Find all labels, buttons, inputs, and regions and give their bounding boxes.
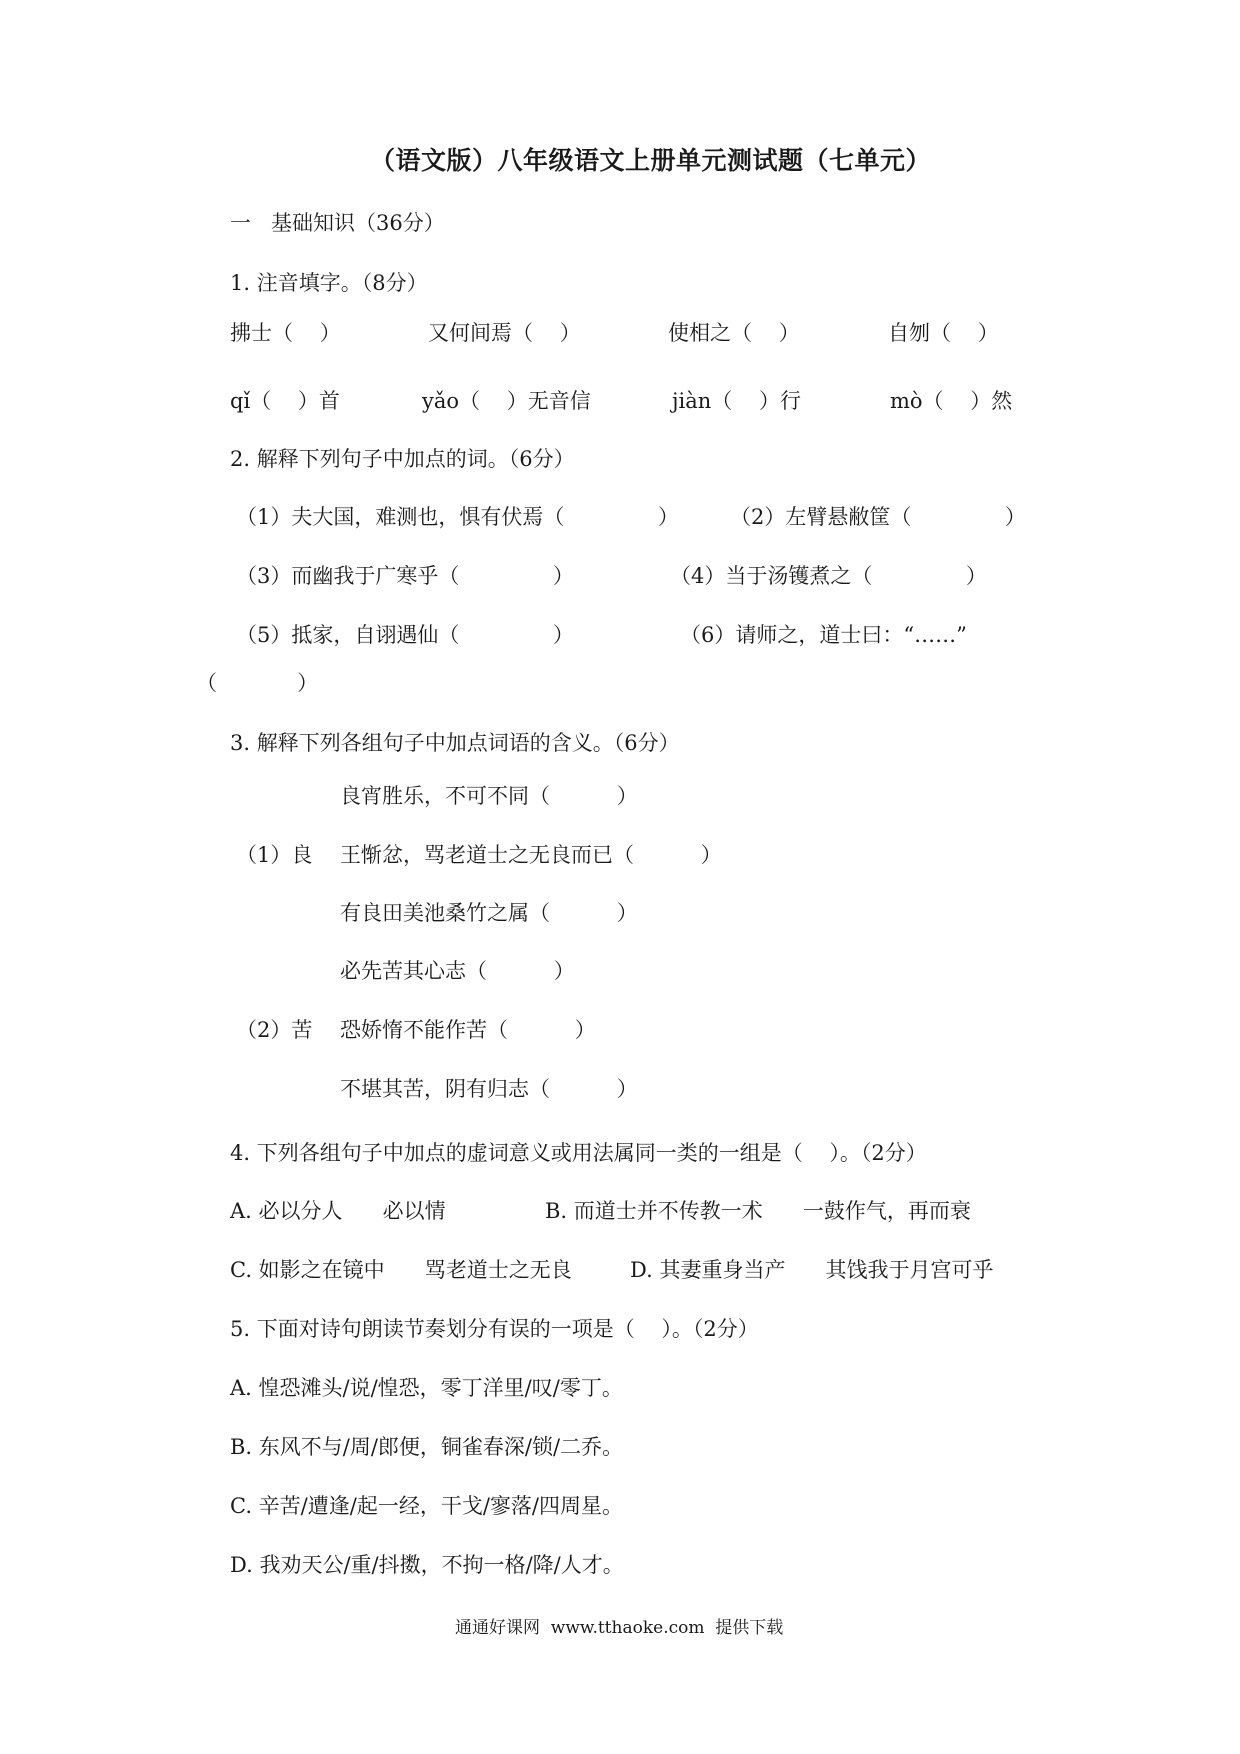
footer-source: 通通好课网 www.tthaoke.com 提供下载 <box>455 1618 784 1638</box>
q1-item: mò（ ）然 <box>890 389 1013 413</box>
question-4-stem: 4. 下列各组句子中加点的虚词意义或用法属同一类的一组是（ ）。（2分） <box>230 1141 927 1165</box>
q3-group-item: 不堪其苦，阴有归志（ ） <box>340 1077 638 1101</box>
q2-answer-blank: （ ） <box>196 671 319 695</box>
q1-item: 自刎（ ） <box>888 321 999 345</box>
q1-item: jiàn（ ）行 <box>672 389 801 413</box>
q2-item: （2）左臂悬敝筐（ ） <box>730 505 1026 529</box>
q1-item: 又何间焉（ ） <box>428 321 581 345</box>
q2-item: （5）抵家，自诩遇仙（ ） <box>236 623 574 647</box>
q2-item: （6）请师之，道士曰：“……” <box>680 623 967 647</box>
q3-group-item: 必先苦其心志（ ） <box>340 959 575 983</box>
q3-group-item: 良宵胜乐，不可不同（ ） <box>340 784 638 808</box>
q1-item: qǐ（ ）首 <box>230 389 340 413</box>
q4-option: D. 其妻重身当产 其饯我于月宫可乎 <box>630 1258 994 1282</box>
q1-item: 使相之（ ） <box>668 321 800 345</box>
q3-group-label: （2）苦 <box>236 1018 313 1042</box>
question-5-stem: 5. 下面对诗句朗读节奏划分有误的一项是（ ）。（2分） <box>230 1317 759 1341</box>
q5-option: B. 东风不与/周/郎便，铜雀春深/锁/二乔。 <box>230 1435 624 1459</box>
q2-item: （3）而幽我于广寒乎（ ） <box>236 564 574 588</box>
q4-option: C. 如影之在镜中 骂老道士之无良 <box>230 1258 572 1282</box>
question-2-stem: 2. 解释下列句子中加点的词。（6分） <box>230 447 575 471</box>
page-title: （语文版）八年级语文上册单元测试题（七单元） <box>370 146 932 175</box>
q4-option: B. 而道士并不传教一术 一鼓作气，再而衰 <box>545 1199 971 1223</box>
q4-option: A. 必以分人 必以情 <box>230 1199 446 1223</box>
q2-item: （1）夫大国，难测也，惧有伏焉（ ） <box>236 505 679 529</box>
q5-option: D. 我劝天公/重/抖擞，不拘一格/降/人才。 <box>230 1553 624 1577</box>
q1-item: 拂士（ ） <box>230 321 341 345</box>
q1-item: yǎo（ ）无音信 <box>422 389 591 413</box>
q3-group-label: （1）良 <box>236 843 313 867</box>
q2-item: （4）当于汤镬煮之（ ） <box>670 564 987 588</box>
section-heading: 一 基础知识（36分） <box>230 211 445 235</box>
q3-group-item: 恐娇惰不能作苦（ ） <box>340 1018 596 1042</box>
question-1-stem: 1. 注音填字。（8分） <box>230 271 428 295</box>
question-3-stem: 3. 解释下列各组句子中加点词语的含义。（6分） <box>230 731 680 755</box>
q5-option: C. 辛苦/遭逢/起一经，干戈/寥落/四周星。 <box>230 1494 623 1518</box>
q3-group-item: 有良田美池桑竹之属（ ） <box>340 901 638 925</box>
q5-option: A. 惶恐滩头/说/惶恐，零丁洋里/叹/零丁。 <box>230 1376 623 1400</box>
q3-group-item: 王惭忿，骂老道士之无良而已（ ） <box>340 843 722 867</box>
